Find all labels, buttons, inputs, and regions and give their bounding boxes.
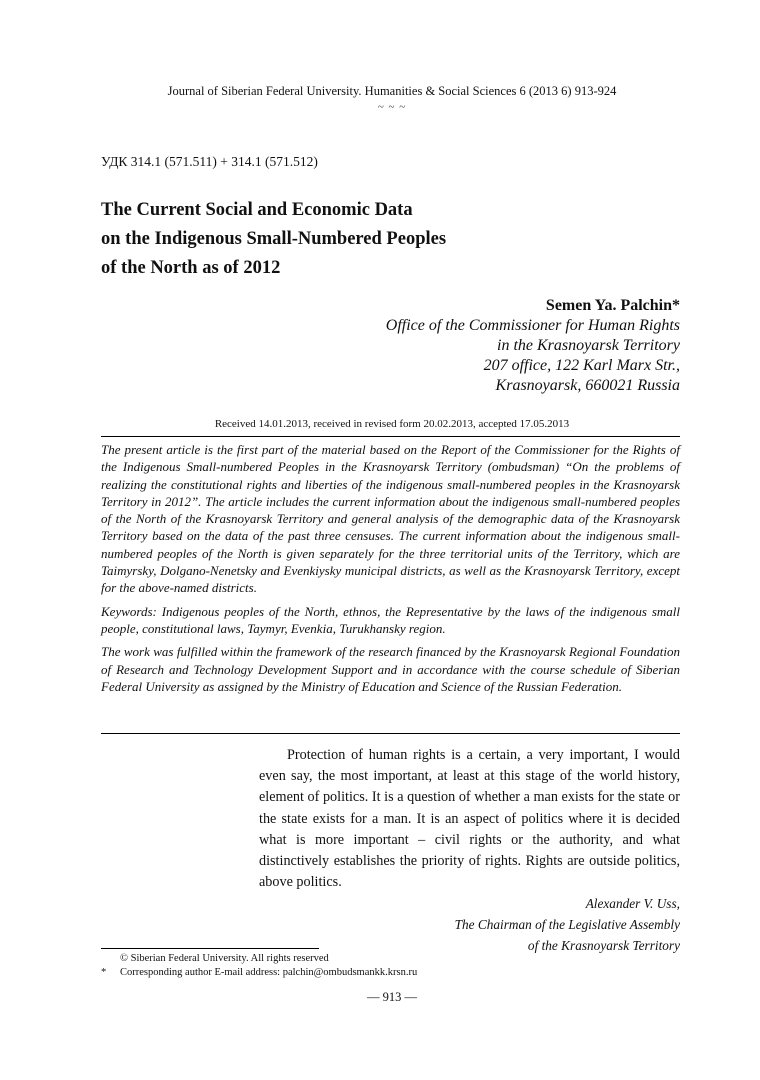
received-dates: Received 14.01.2013, received in revised form 20.02.2013, accepted 17.05.2013 [214,418,570,430]
article-title [101,196,661,283]
affiliation-line: Office of the Commissioner for Human Rights [385,317,680,334]
title-line: on the Indigenous Small-Numbered Peoples [101,229,447,249]
abstract-text: The present article is the first part of the material based on the Report of the Commissioner for the Rights of the Indigenous Small-numbered Peoples in the Krasnoyarsk Territory (ombudsman) “On the problems of realizing the constitutional rights and liberties of the indigenous small-numbered peoples in the Krasnoyarsk Territory in 2012”. The article includes the current information about the indigenous small-numbered peoples of the North of the Krasnoyarsk Territory and general analysis of the demographic data of the Krasnoyarsk Territory based on the data of the past three censuses. The current information about the indigenous small-numbered peoples of the North is given separately for the three territorial units of the Territory, which are Taimyrsky, Dolgano-Nenetsky and Evenkiysky municipal districts, as well as the Krasnoyarsk Territory, except for the above-named districts. [101,442,680,596]
affiliation-line: in the Krasnoyarsk Territory [497,337,680,354]
author-block [386,296,680,396]
epigraph-author-line: of the Krasnoyarsk Territory [527,938,680,954]
footnote-copyright [101,952,417,966]
title-line: of the North as of 2012 [101,258,281,278]
epigraph-author [259,893,680,956]
abstract-top-rule [101,436,680,437]
footnote-corresponding [101,966,417,980]
footnotes [101,952,417,980]
epigraph [259,745,680,956]
copyright-text: © Siberian Federal University. All rights reserved [120,953,329,964]
footnote-rule [101,948,319,949]
epigraph-author-line: The Chairman of the Legislative Assembly [454,917,680,933]
journal-header: Journal of Siberian Federal University. Humanities & Social Sciences 6 (2013 6) 913-924 [167,84,617,98]
udk-code: УДК 314.1 (571.511) + 314.1 (571.512) [101,154,318,169]
funding-text: The work was fulfilled within the framework of the research financed by the Krasnoyarsk Regional Foundation of Research and Technology Development Support and in accordance with the course schedule of Siberian Federal University as assigned by the Ministry of Education and Science of the Russian Federation. [101,644,680,694]
keywords-text: Keywords: Indigenous peoples of the North, ethnos, the Representative by the laws of the indigenous small people, constitutional laws, Taymyr, Evenkia, Turukhansky region. [101,603,680,636]
abstract-section [101,441,680,701]
epigraph-author-line: Alexander V. Uss, [585,896,680,912]
abstract-bottom-rule [101,733,680,734]
author-name: Semen Ya. Palchin* [545,297,680,314]
epigraph-text: Protection of human rights is a certain, a very important, I would even say, the most important, at least at this stage of the world history, element of politics. It is a question of whether a man exists for the state or the state exists for a man. It is an aspect of politics where it is decided what is more important – civil rights or the authority, and what distinctively establishes the priority of rights. Rights are outside politics, above politics. [259,747,680,891]
footnote-mark: * [101,967,107,978]
title-line: The Current Social and Economic Data [101,200,413,220]
page-number: — 913 — [367,990,417,1004]
corresponding-text: Corresponding author E-mail address: palchin@ombudsmankk.krsn.ru [120,967,418,978]
header-separator: ~ ~ ~ [377,101,407,113]
affiliation-line: 207 office, 122 Karl Marx Str., [483,357,680,374]
affiliation-line: Krasnoyarsk, 660021 Russia [495,377,680,394]
